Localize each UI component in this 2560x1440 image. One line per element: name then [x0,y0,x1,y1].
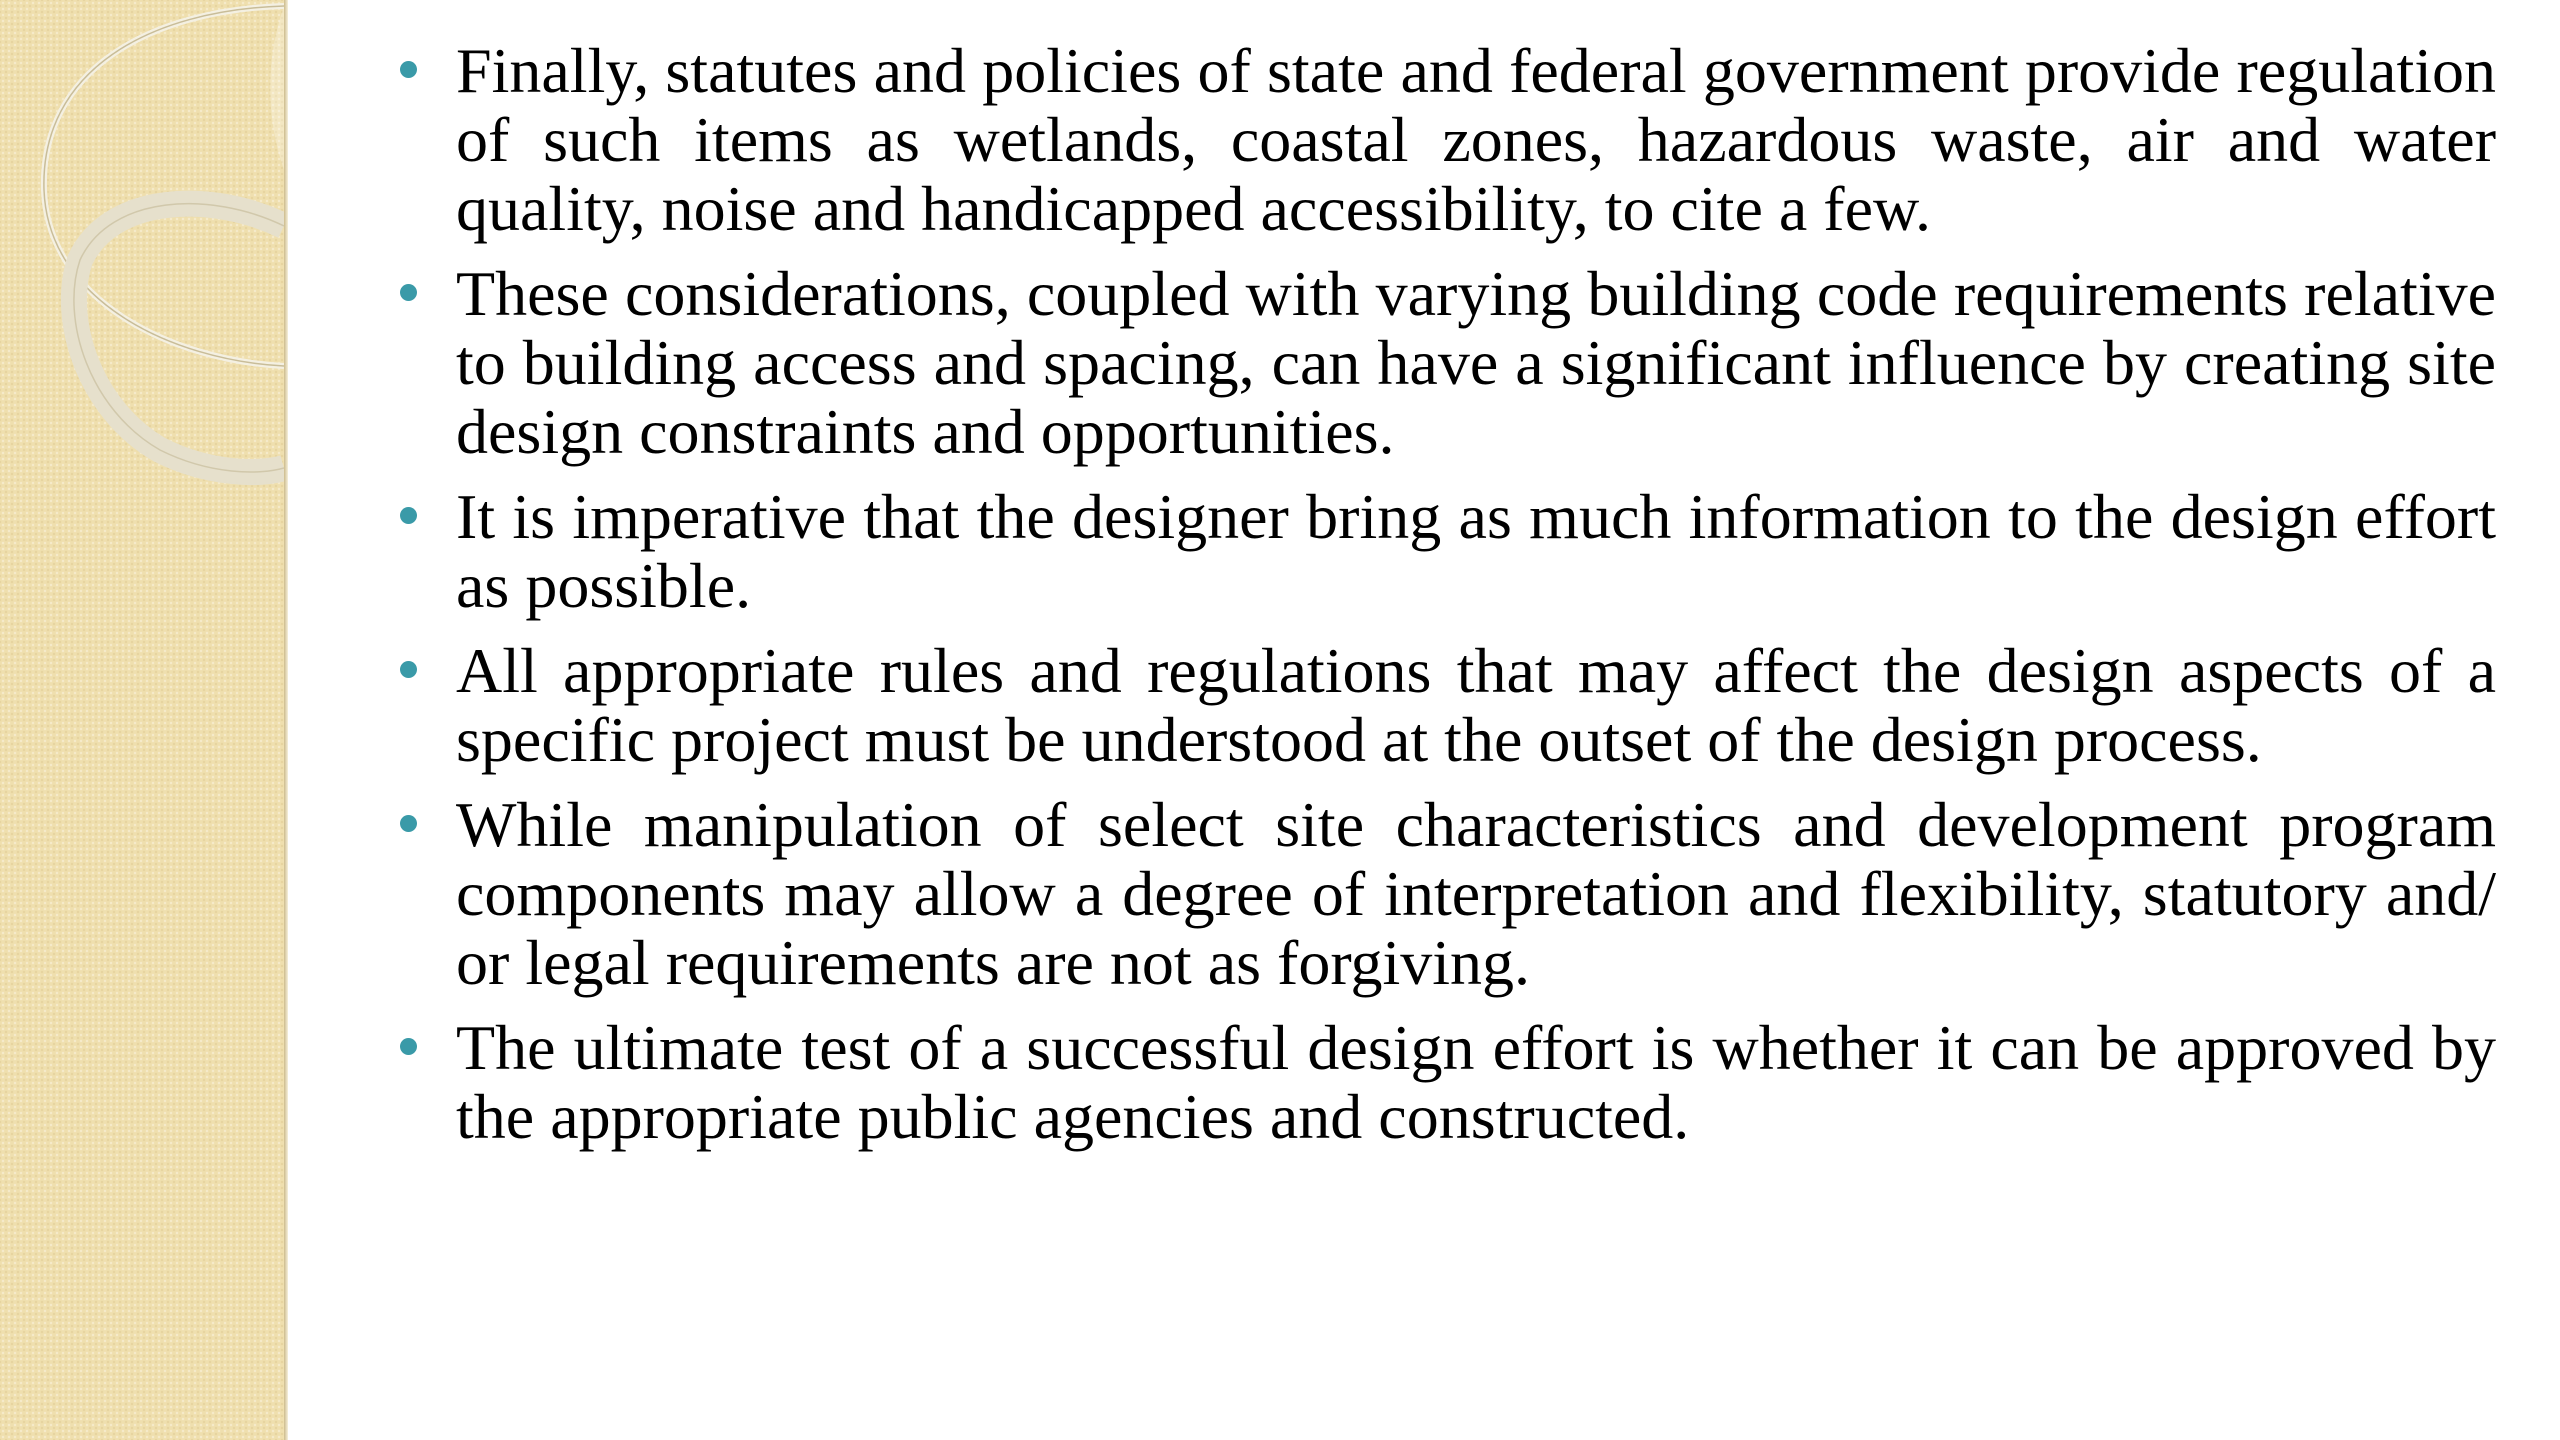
small-ring-arc [74,204,284,472]
decorative-side-panel [0,0,284,1440]
bullet-text: All appropriate rules and regulations that may affect the design aspects of a specific project must be understood at the outset of the design process. [456,635,2496,775]
bullet-list [390,36,2496,1151]
bullet-dot-icon [400,284,417,301]
bullet-item [390,36,2496,243]
bullet-item [390,259,2496,466]
bullet-dot-icon [400,507,417,524]
bullet-text: These considerations, coupled with varying building code requirements relative to building access and spacing, can have a significant influence by creating site design constraints and opportunities. [456,258,2496,467]
bullet-text: While manipulation of select site characteristics and development program components may allow a degree of interpretation and flexibility, statutory and/ or legal requirements are not as forgiving. [456,789,2496,998]
decorative-rings-graphic [0,0,284,1440]
bullet-item [390,1013,2496,1151]
bullet-dot-icon [400,661,417,678]
bullet-item [390,790,2496,997]
bullet-item [390,636,2496,774]
ring-highlight [270,6,284,170]
slide-body [390,36,2496,1167]
bullet-item [390,482,2496,620]
bullet-dot-icon [400,815,417,832]
bullet-text: Finally, statutes and policies of state and federal government provide regulation of such items as wetlands, coastal zones, hazardous waste, air and water quality, noise and handicapped accessibility, to cite a few. [456,35,2496,244]
bullet-text: It is imperative that the designer bring as much information to the design effort as possible. [456,481,2496,621]
bullet-text: The ultimate test of a successful design effort is whether it can be approved by the appropriate public agencies and constructed. [456,1012,2496,1152]
side-panel-divider [284,0,288,1440]
bullet-dot-icon [400,61,417,78]
bullet-dot-icon [400,1038,417,1055]
